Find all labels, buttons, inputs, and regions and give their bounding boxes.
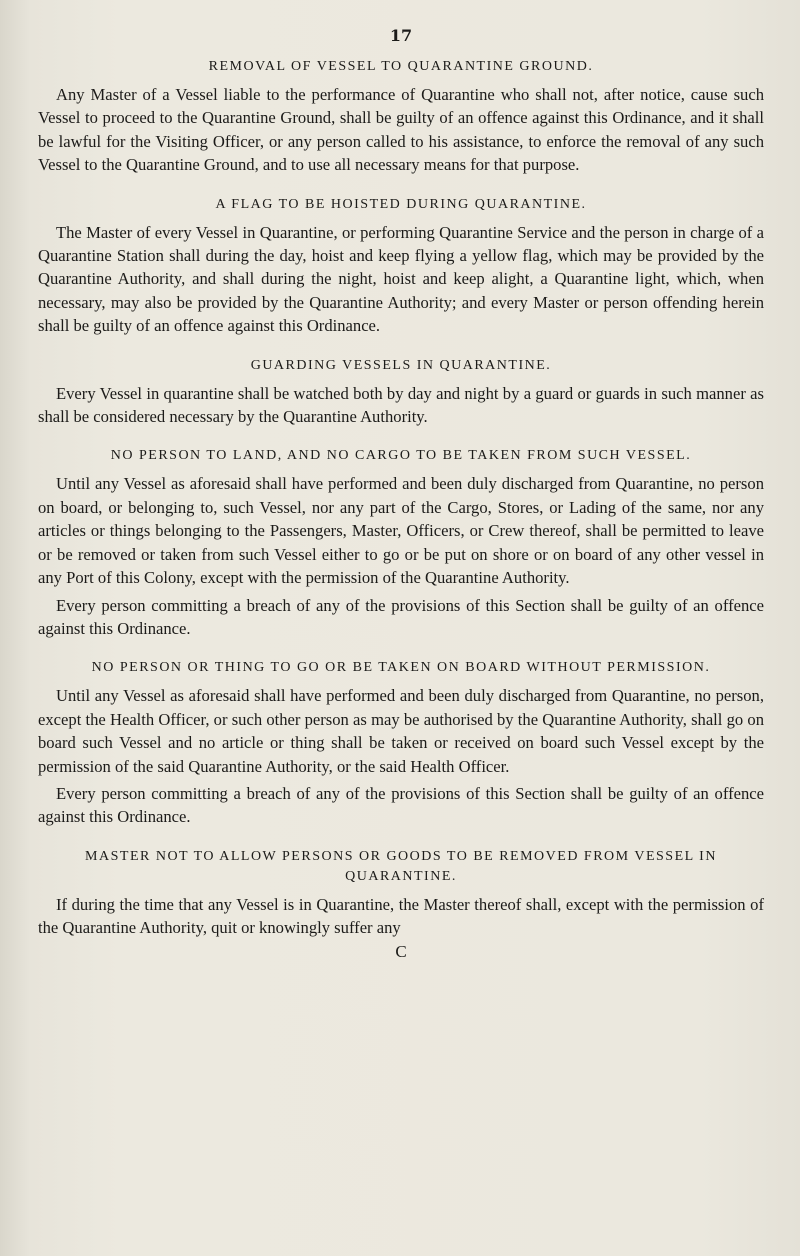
signature-mark: C	[395, 941, 407, 961]
paragraph: Any Master of a Vessel liable to the performance of Quarantine who shall not, after notice, cause such Vessel to proceed to the Quarantine Ground, shall be guilty of an offence against this Ordinance, and it shall be lawful for the Visiting Officer, or any person called to his assistance, to enforce the removal of any such Vessel to the Quarantine Ground, and to use all necessary means for that purpose.	[38, 85, 764, 175]
page-body	[38, 26, 764, 962]
paragraph: Every Vessel in quarantine shall be watched both by day and night by a guard or guards in such manner as shall be considered necessary by the Quarantine Authority.	[38, 383, 764, 427]
paragraph: Until any Vessel as aforesaid shall have performed and been duly discharged from Quarantine, no person on board, or belonging to, such Vessel, nor any part of the Cargo, Stores, or Lading of the same, nor any articles or things belonging to the Passengers, Master, Officers, or Crew thereof, shall be permitted to leave or be removed or taken from such Vessel either to go or be put on shore or on board of any other vessel in any Port of this Colony, except with the permission of the Quarantine Authority.	[38, 474, 764, 588]
paragraph: If during the time that any Vessel is in Quarantine, the Master thereof shall, except with the permission of the Quarantine Authority, quit or knowingly suffer any	[38, 894, 764, 938]
section-heading: GUARDING VESSELS IN QUARANTINE.	[250, 357, 552, 373]
paragraph: Until any Vessel as aforesaid shall have performed and been duly discharged from Quarantine, no person, except the Health Officer, or such other person as may be authorised by the Quarantine Authority, shall go on board such Vessel and no article or thing shall be taken or received on board such Vessel except by the permission of the said Quarantine Authority, or the said Health Officer.	[38, 686, 764, 776]
page-number: 17	[389, 26, 413, 45]
paragraph: Every person committing a breach of any of the provisions of this Section shall be guilty of an offence against this Ordinance.	[38, 595, 764, 638]
section-heading: NO PERSON TO LAND, AND NO CARGO TO BE TAKEN FROM SUCH VESSEL.	[110, 448, 692, 464]
paragraph: Every person committing a breach of any of the provisions of this Section shall be guilty of an offence against this Ordinance.	[38, 783, 764, 827]
section-heading: MASTER NOT TO ALLOW PERSONS OR GOODS TO BE REMOVED FROM VESSEL IN QUARANTINE.	[85, 848, 717, 884]
section-heading: A FLAG TO BE HOISTED DURING QUARANTINE.	[215, 196, 587, 212]
section-heading: REMOVAL OF VESSEL TO QUARANTINE GROUND.	[208, 59, 594, 74]
paragraph: The Master of every Vessel in Quarantine, or performing Quarantine Service and the person in charge of a Quarantine Station shall during the day, hoist and keep flying a yellow flag, which may be provided by the Quarantine Authority, and shall during the night, hoist and keep alight, a Quarantine light, which, when necessary, may also be provided by the Quarantine Authority; and every Master or person offending herein shall be guilty of an offence against this Ordinance.	[38, 222, 764, 336]
section-heading: NO PERSON OR THING TO GO OR BE TAKEN ON BOARD WITHOUT PERMISSION.	[91, 660, 711, 676]
